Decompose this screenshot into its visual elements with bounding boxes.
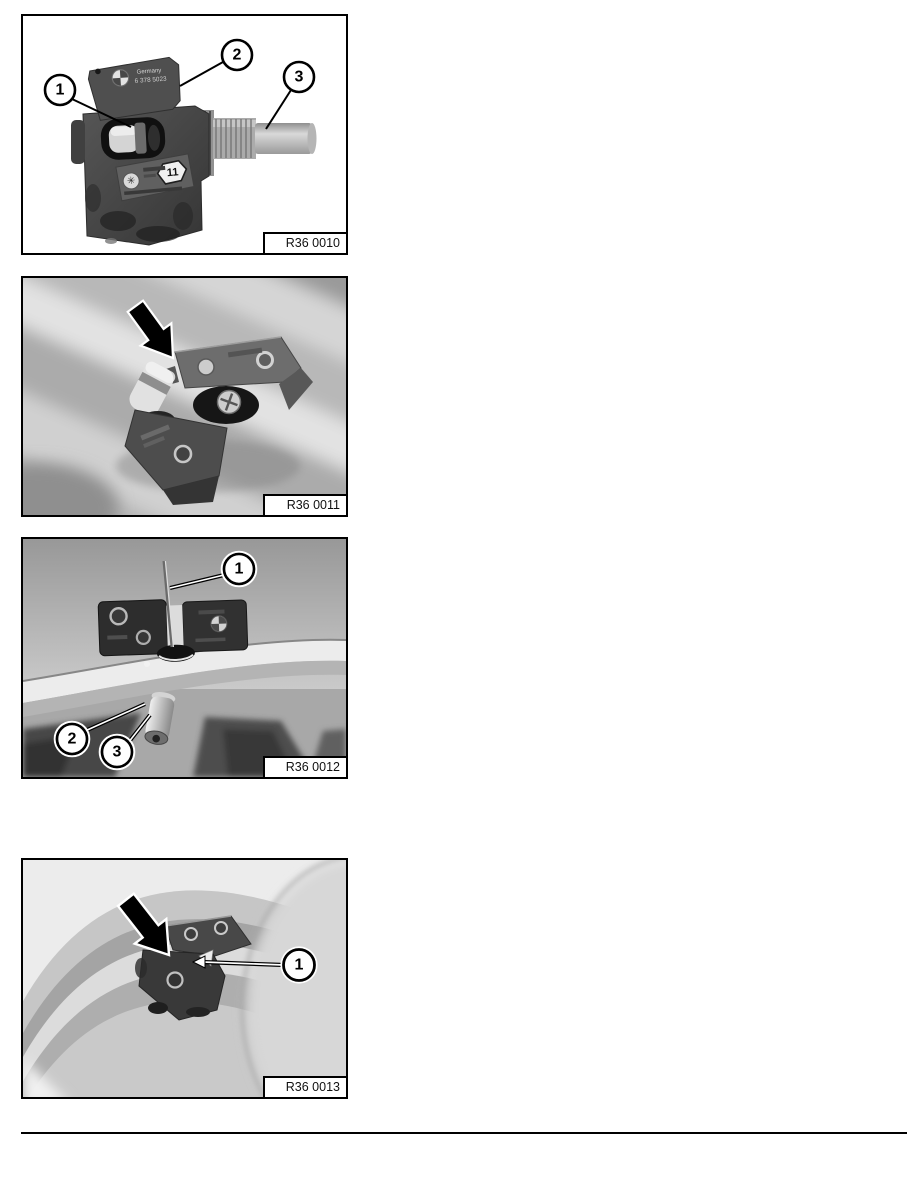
figure-caption	[263, 494, 346, 515]
torx-screw-icon	[110, 608, 127, 625]
torx-screw-icon	[215, 922, 227, 934]
sensor-photo	[23, 16, 346, 253]
figure-caption-label: R36 0012	[285, 759, 340, 774]
figure-sensor-on-rim-edge	[21, 858, 348, 1099]
bmw-roundel-icon	[211, 615, 228, 632]
callout-1-label: 1	[294, 956, 304, 974]
figure-sensor-overview	[21, 14, 348, 255]
callout-3-label: 3	[294, 68, 304, 86]
torx-screw-icon	[185, 928, 197, 940]
torx-screw-icon	[137, 631, 150, 644]
figure-caption-label: R36 0010	[285, 235, 340, 250]
callout-2	[222, 40, 252, 70]
label-part-number-text: 6 378 5023	[134, 75, 167, 85]
torx-screw-icon	[175, 446, 191, 462]
label-country-text: Germany	[136, 67, 162, 76]
callout-1	[222, 552, 257, 587]
callout-3	[100, 735, 135, 770]
figure-caption-label: R36 0011	[286, 497, 340, 512]
rim-well-photo	[23, 278, 346, 515]
torx-screw-icon	[168, 973, 183, 988]
callout-1-label: 1	[55, 81, 65, 99]
callout-2	[55, 722, 90, 757]
phillips-screw-icon	[217, 390, 240, 413]
valve-seat-opening	[100, 116, 166, 160]
rim-edge-photo	[23, 860, 346, 1097]
figure-caption	[263, 1076, 346, 1097]
callout-1	[45, 75, 75, 105]
wheel-photo	[23, 539, 346, 777]
callout-2-label: 2	[67, 730, 77, 748]
screw-ring-icon	[258, 353, 273, 368]
cert-star-icon: ✳	[126, 175, 136, 188]
figure-caption-label: R36 0013	[285, 1079, 340, 1094]
callout-1-label: 1	[234, 560, 244, 578]
figure-caption	[263, 756, 346, 777]
bmw-roundel-icon	[112, 69, 130, 87]
wheel-code-text: 11	[166, 166, 179, 180]
figure-sensor-in-rim-well	[21, 276, 348, 517]
torx-screw-icon	[198, 359, 214, 375]
figure-sensor-pin-and-valve	[21, 537, 348, 779]
figure-caption	[263, 232, 346, 253]
callout-1	[282, 948, 317, 983]
footer-divider	[21, 1132, 907, 1134]
callout-2-label: 2	[232, 46, 242, 64]
callout-3-label: 3	[112, 743, 122, 761]
callout-3	[284, 62, 314, 92]
